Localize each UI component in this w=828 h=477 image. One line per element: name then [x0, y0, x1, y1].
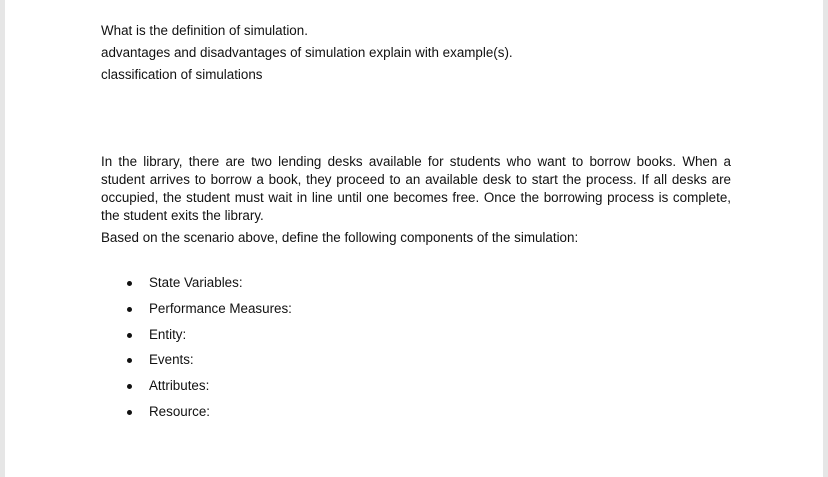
component-label: Entity: — [149, 326, 187, 342]
document-page — [5, 0, 823, 477]
bullet-icon — [127, 307, 132, 312]
component-label: Performance Measures: — [149, 300, 292, 316]
component-label: Events: — [149, 352, 194, 368]
bullet-icon — [127, 384, 132, 389]
scenario-instruction: Based on the scenario above, define the following components of the simulation: — [101, 230, 579, 245]
component-label: Resource: — [149, 403, 211, 419]
question-classification: classification of simulations — [101, 67, 263, 82]
question-advantages: advantages and disadvantages of simulation explain with example(s). — [101, 45, 513, 60]
scenario-paragraph: In the library, there are two lending desks available for students who want to borrow books. When a student arrives to borrow a book, they proceed to an available desk to start the process. If all desks are occupied, the student must wait in line until one becomes free. Once the borrowing process is complete, the student exits the library. — [101, 154, 731, 223]
component-label: Attributes: — [149, 378, 210, 394]
bullet-icon — [127, 410, 132, 415]
bullet-icon — [127, 281, 132, 286]
component-label: State Variables: — [149, 275, 243, 290]
question-definition: What is the definition of simulation. — [101, 23, 308, 38]
bullet-icon — [127, 358, 132, 363]
bullet-icon — [127, 333, 132, 338]
